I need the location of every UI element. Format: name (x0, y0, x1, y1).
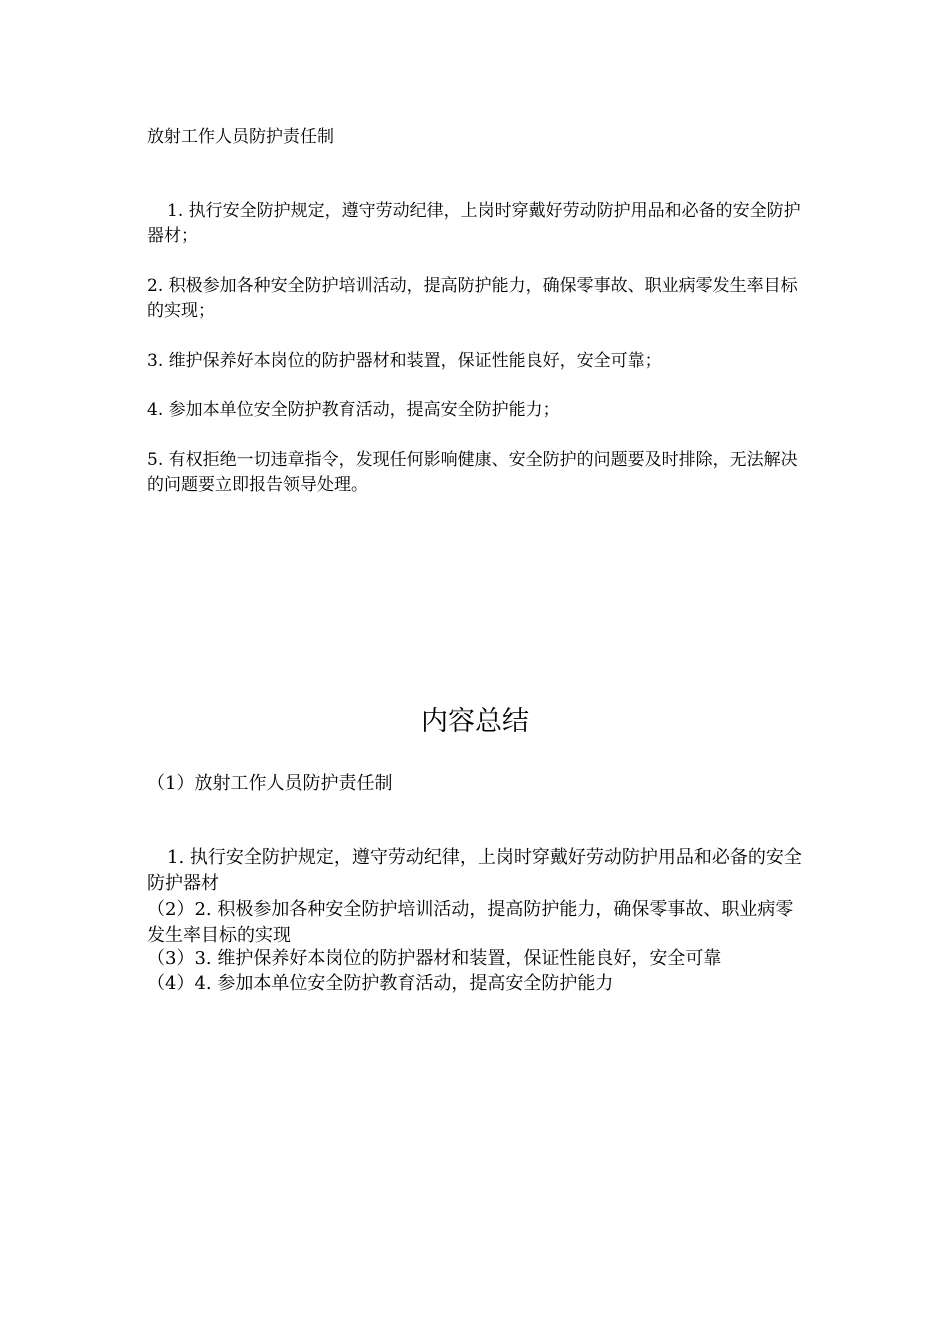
document-title: 放射工作人员防护责任制 (147, 127, 334, 147)
list-item: 3. 维护保养好本岗位的防护器材和装置，保证性能良好，安全可靠； (147, 351, 662, 371)
summary-heading: 内容总结 (421, 706, 529, 737)
list-item: 4. 参加本单位安全防护教育活动，提高安全防护能力； (147, 400, 560, 420)
summary-line: （2）2. 积极参加各种安全防护培训活动，提高防护能力，确保零事故、职业病零发生率目标的实现 (147, 899, 794, 946)
list-item: 1. 执行安全防护规定，遵守劳动纪律，上岗时穿戴好劳动防护用品和必备的安全防护器材； (147, 201, 801, 246)
list-item: 2. 积极参加各种安全防护培训活动，提高防护能力，确保零事故、职业病零发生率目标的实现； (147, 276, 798, 321)
summary-line: （1）放射工作人员防护责任制 (147, 773, 393, 794)
summary-line: 1. 执行安全防护规定，遵守劳动纪律，上岗时穿戴好劳动防护用品和必备的安全防护器材 (147, 847, 802, 894)
summary-line: （4）4. 参加本单位安全防护教育活动，提高安全防护能力 (147, 973, 614, 994)
list-item: 5. 有权拒绝一切违章指令，发现任何影响健康、安全防护的问题要及时排除，无法解决的问题要立即报告领导处理。 (147, 450, 798, 495)
summary-line: （3）3. 维护保养好本岗位的防护器材和装置，保证性能良好，安全可靠 (147, 948, 722, 969)
